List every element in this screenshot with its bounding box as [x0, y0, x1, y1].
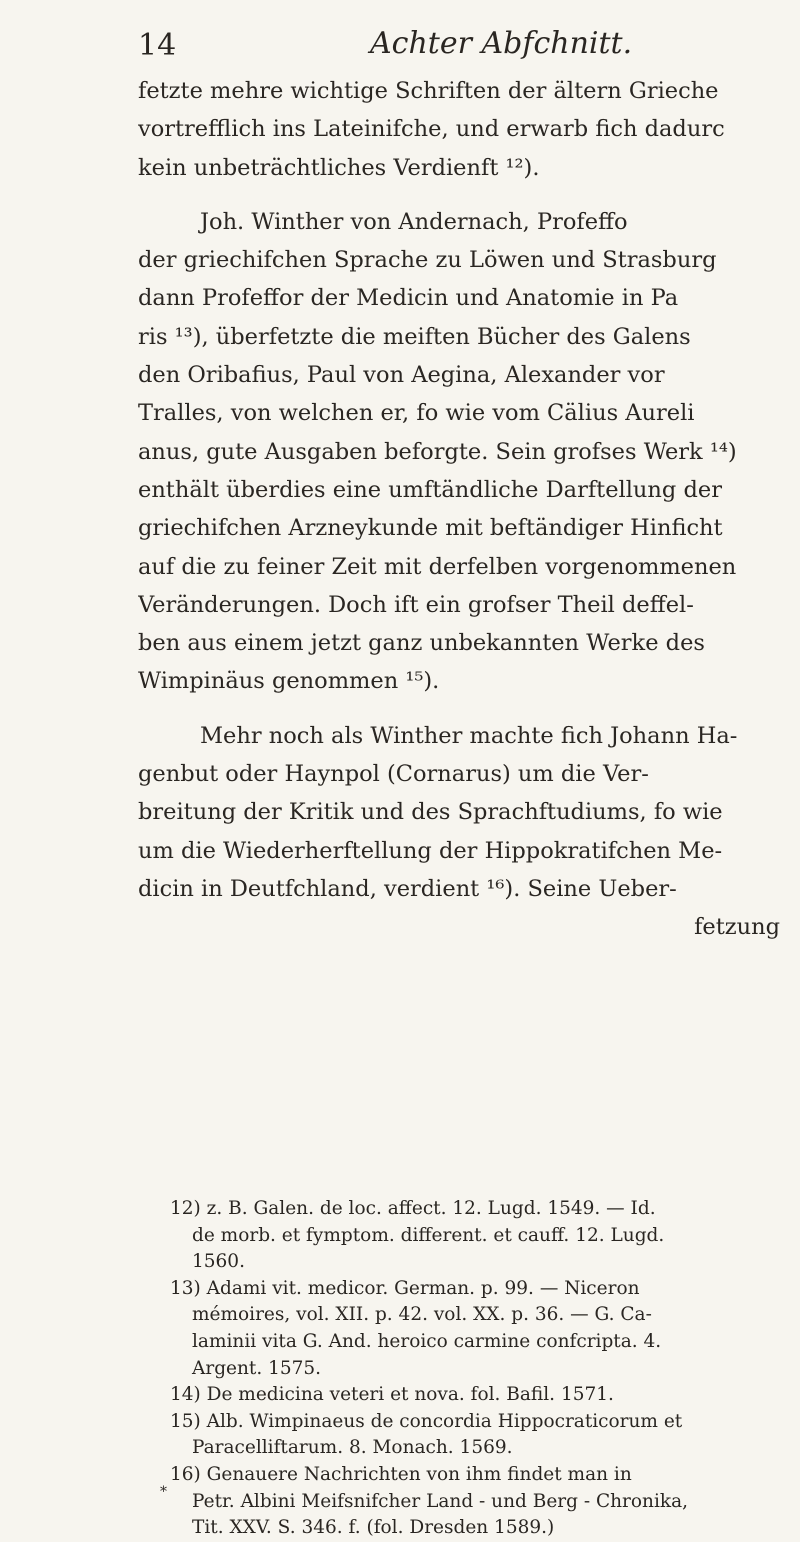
footnote-line: Argent. 1575. — [192, 1357, 322, 1379]
footnote-line: 14) De medicina veteri et nova. fol. Bafil. 1571. — [170, 1384, 614, 1406]
footnote-line: Petr. Albini Meifsnifcher Land - und Berg - Chronika, — [192, 1490, 688, 1512]
text-line: Wimpinäus genommen ¹⁵). — [138, 668, 440, 695]
paragraph-2 — [138, 203, 790, 701]
catchword: fetzung — [694, 914, 780, 941]
text-line: fetzte mehre wichtige Schriften der ältern Grieche — [138, 78, 719, 104]
footnote-line: Tit. XXV. S. 346. f. (fol. Dresden 1589.) — [192, 1517, 555, 1539]
running-head: Achter Abfchnitt. — [370, 26, 633, 61]
main-text — [138, 72, 790, 947]
text-line: um die Wiederherftellung der Hippokratifchen Me- — [138, 837, 723, 864]
text-line: dicin in Deutfchland, verdient ¹⁶). Seine Ueber- — [138, 875, 677, 902]
footnote-line: 15) Alb. Wimpinaeus de concordia Hippocraticorum et — [170, 1410, 683, 1432]
bottom-mark: * — [160, 1484, 167, 1500]
text-line: auf die zu feiner Zeit mit derfelben vorgenommenen — [138, 553, 737, 580]
footnote-line: 13) Adami vit. medicor. German. p. 99. — Niceron — [170, 1277, 640, 1299]
text-line: enthält überdies eine umftändliche Darftellung der — [138, 476, 722, 503]
text-line: vortrefflich ins Lateinifche, und erwarb fich dadurc — [138, 116, 725, 143]
footnote-line: 1560. — [192, 1251, 245, 1273]
text-line: kein unbeträchtliches Verdienft ¹²). — [138, 154, 540, 181]
text-line: Joh. Winther von Andernach, Profeffo — [200, 208, 628, 235]
text-line: Mehr noch als Winther machte fich Johann Ha- — [200, 722, 738, 749]
footnote-14 — [170, 1382, 780, 1409]
text-line: genbut oder Haynpol (Cornarus) um die Ver- — [138, 761, 649, 788]
text-line: breitung der Kritik und des Sprachftudiums, fo wie — [138, 799, 723, 826]
footnote-line: laminii vita G. And. heroico carmine confcripta. 4. — [192, 1330, 662, 1352]
footnote-12 — [170, 1196, 780, 1276]
footnote-13 — [170, 1276, 780, 1382]
paragraph-3 — [138, 717, 790, 908]
text-line: Veränderungen. Doch ift ein grofser Theil deffel- — [138, 591, 694, 618]
text-line: dann Profeffor der Medicin und Anatomie in Pa — [138, 285, 679, 312]
footnotes — [170, 1196, 780, 1542]
footnote-line: de morb. et fymptom. different. et cauff. 12. Lugd. — [192, 1224, 665, 1246]
footnote-15 — [170, 1409, 780, 1462]
text-line: der griechifchen Sprache zu Löwen und Strasburg — [138, 247, 717, 274]
text-line: anus, gute Ausgaben beforgte. Sein grofses Werk ¹⁴) — [138, 438, 737, 465]
paragraph-1 — [138, 72, 790, 187]
text-line: Tralles, von welchen er, fo wie vom Cälius Aureli — [138, 400, 695, 427]
text-line: ris ¹³), überfetzte die meiften Bücher des Galens — [138, 323, 691, 350]
text-line: ben aus einem jetzt ganz unbekannten Werke des — [138, 630, 705, 657]
footnote-line: Paracelliftarum. 8. Monach. 1569. — [192, 1437, 513, 1459]
footnote-16 — [170, 1462, 780, 1542]
page-header — [138, 22, 758, 62]
footnote-line: mémoires, vol. XII. p. 42. vol. XX. p. 36. — G. Ca- — [192, 1304, 652, 1326]
text-line: griechifchen Arzneykunde mit beftändiger Hinficht — [138, 515, 723, 542]
text-line: den Oribafius, Paul von Aegina, Alexander vor — [138, 362, 665, 389]
page-number: 14 — [138, 28, 177, 63]
footnote-line: 16) Genauere Nachrichten von ihm findet man in — [170, 1463, 632, 1485]
footnote-line: 12) z. B. Galen. de loc. affect. 12. Lugd. 1549. — Id. — [170, 1198, 656, 1219]
